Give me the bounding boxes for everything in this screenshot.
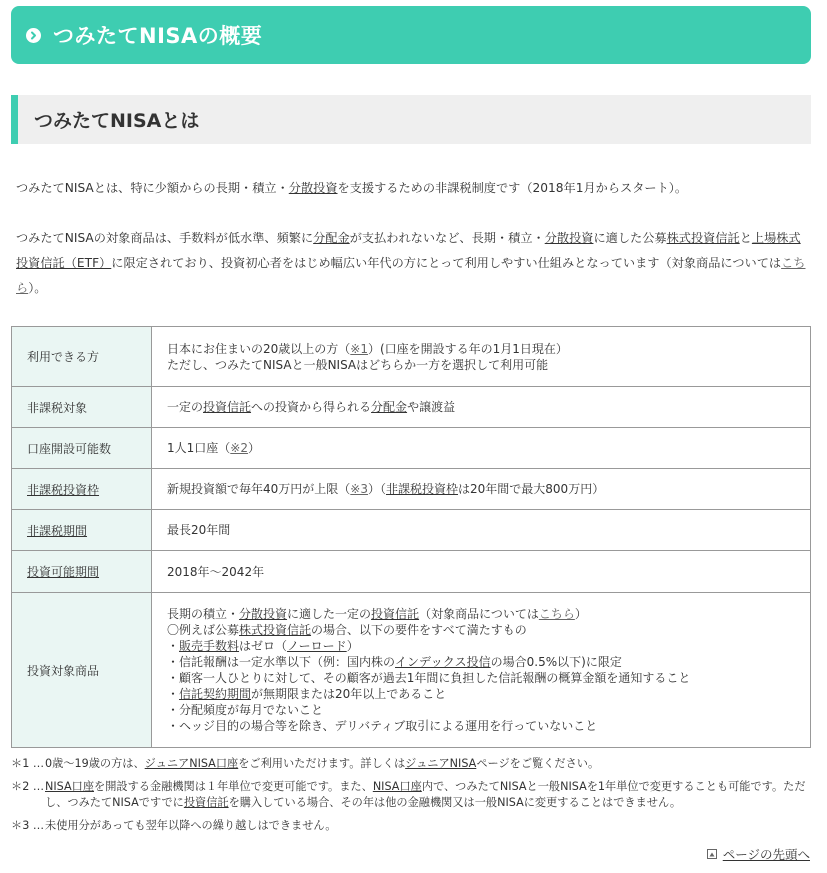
- table-row: [12, 469, 811, 510]
- link-hikazei-toushiwaku[interactable]: 非課税投資枠: [27, 482, 100, 497]
- link-bunsan-toushi[interactable]: 分散投資: [544, 231, 594, 245]
- link-toushi-kanou-kikan[interactable]: 投資可能期間: [27, 565, 100, 579]
- link-toushi-shintaku[interactable]: 投資信託: [183, 796, 229, 809]
- row-label-eligible: 利用できる方: [12, 327, 152, 387]
- intro-paragraph-1: つみたてNISAとは、特に少額からの長期・積立・分散投資を支援するための非課税制度です（2018年1月からスタート）。: [16, 181, 688, 195]
- overview-table: [11, 326, 811, 748]
- link-toushi-shintaku[interactable]: 投資信託: [371, 607, 420, 621]
- row-value-accounts: 1人1口座（※2）: [152, 428, 811, 469]
- intro-paragraph-2: つみたてNISAの対象商品は、手数料が低水準、頻繁に分配金が支払われないなど、長期・積立・分散投資に適した公募株式投資信託と上場株式投資信託（ETF）に限定されており、投資初心者をはじめ幅広い年代の方にとって利用しやすい仕組みとなっています（対象商品についてはこちら）。: [16, 231, 806, 295]
- row-value-investment-limit: 新規投資額で毎年40万円が上限（※3）（非課税投資枠は20年間で最大800万円）: [152, 469, 811, 510]
- row-value-tax-exempt-period: 最長20年間: [152, 510, 811, 551]
- link-hikazei-kikan[interactable]: 非課税期間: [27, 523, 88, 538]
- link-no-load[interactable]: ノーロード: [287, 639, 347, 653]
- page-top-link[interactable]: [707, 845, 810, 863]
- row-label-investment-period: [12, 551, 152, 593]
- link-kabushiki-toushi-shintaku[interactable]: 株式投資信託: [666, 231, 740, 245]
- row-value-tax-exempt-target: 一定の投資信託への投資から得られる分配金や譲渡益: [152, 387, 811, 428]
- link-kabushiki-toushi-shintaku[interactable]: 株式投資信託: [239, 623, 312, 637]
- chevron-right-icon: [26, 28, 41, 43]
- table-row: [12, 387, 811, 428]
- link-etf[interactable]: 上場株式投資信託（ETF）: [16, 231, 801, 270]
- footnotes: [11, 756, 816, 841]
- link-target-products[interactable]: こちら: [538, 607, 575, 621]
- page-title: つみたてNISAの概要: [53, 24, 263, 48]
- note-1-link[interactable]: ※1: [350, 341, 368, 356]
- row-value-eligible: 日本にお住まいの20歳以上の方（※1）(口座を開設する年の1月1日現在） ただし、つみたてNISAと一般NISAはどちらか一方を選択して利用可能: [152, 327, 811, 387]
- link-target-products[interactable]: こちら: [16, 256, 806, 295]
- page-heading: [11, 6, 811, 64]
- note-3-link[interactable]: ※3: [350, 482, 368, 496]
- row-label-tax-exempt-target: 非課税対象: [12, 387, 152, 428]
- link-bunsan-toushi[interactable]: 分散投資: [239, 607, 288, 621]
- link-junior-nisa-account[interactable]: ジュニアNISA口座: [144, 757, 239, 770]
- link-bunsan-toushi[interactable]: 分散投資: [288, 181, 338, 195]
- table-row: [12, 510, 811, 551]
- section-heading: [11, 95, 811, 144]
- row-label-investment-limit: [12, 469, 152, 510]
- row-value-target-products: 長期の積立・分散投資に適した一定の投資信託（対象商品についてはこちら） 〇例えば公募株式投資信託の場合、以下の要件をすべて満たすもの ・販売手数料はゼロ（ノーロード） ・信託報酬は一定水準以下（例：国内株のインデックス投信の場合0.5%以下)に限定 ・顧客一人ひとりに対して、その顧客が過去1年間に負担した信託報酬の概算金額を通知すること ・信託契約期間が無期限または20年以上であること ・分配頻度が毎月でないこと ・ヘッジ目的の場合等を除き、デリバティブ取引による運用を行っていないこと: [152, 593, 811, 748]
- page-top-label: ページの先頭へ: [722, 847, 810, 862]
- link-bunpaikin[interactable]: 分配金: [313, 231, 350, 245]
- table-row: [12, 551, 811, 593]
- link-nisa-account[interactable]: NISA口座: [372, 780, 422, 793]
- link-hanbai-tesuuryou[interactable]: 販売手数料: [179, 639, 240, 653]
- note-2-link[interactable]: ※2: [230, 441, 248, 455]
- footnote-2: ＊2 … NISA口座を開設する金融機関は１年単位で変更可能です。また、NISA口座内で、つみたてNISAと一般NISAを1年単位で変更することも可能です。ただし、つみたてNISAですでに投資信託を購入している場合、その年は他の金融機関又は一般NISAに変更することはできません。: [11, 780, 806, 809]
- link-junior-nisa[interactable]: ジュニアNISA: [405, 757, 477, 770]
- footnote-3: ＊3 … 未使用分があっても翌年以降への繰り越しはできません。: [11, 819, 337, 832]
- link-shintaku-keiyaku-kikan[interactable]: 信託契約期間: [179, 687, 252, 701]
- section-title: つみたてNISAとは: [34, 110, 200, 132]
- table-row: [12, 593, 811, 748]
- row-label-accounts: 口座開設可能数: [12, 428, 152, 469]
- footnote-1: ＊1 … 0歳～19歳の方は、ジュニアNISA口座をご利用いただけます。詳しくはジュニアNISAページをご覧ください。: [11, 757, 600, 770]
- link-toushi-shintaku[interactable]: 投資信託: [203, 400, 252, 414]
- link-nisa-account[interactable]: NISA口座: [45, 780, 95, 793]
- row-label-target-products: 投資対象商品: [12, 593, 152, 748]
- row-label-tax-exempt-period: [12, 510, 152, 551]
- table-row: [12, 428, 811, 469]
- link-bunpaikin[interactable]: 分配金: [371, 400, 408, 414]
- link-index-toushin[interactable]: インデックス投信: [395, 655, 491, 669]
- row-value-investment-period: 2018年～2042年: [152, 551, 811, 593]
- table-row: [12, 327, 811, 387]
- arrow-up-square-icon: [707, 849, 717, 859]
- link-hikazei-toushiwaku[interactable]: 非課税投資枠: [386, 482, 459, 496]
